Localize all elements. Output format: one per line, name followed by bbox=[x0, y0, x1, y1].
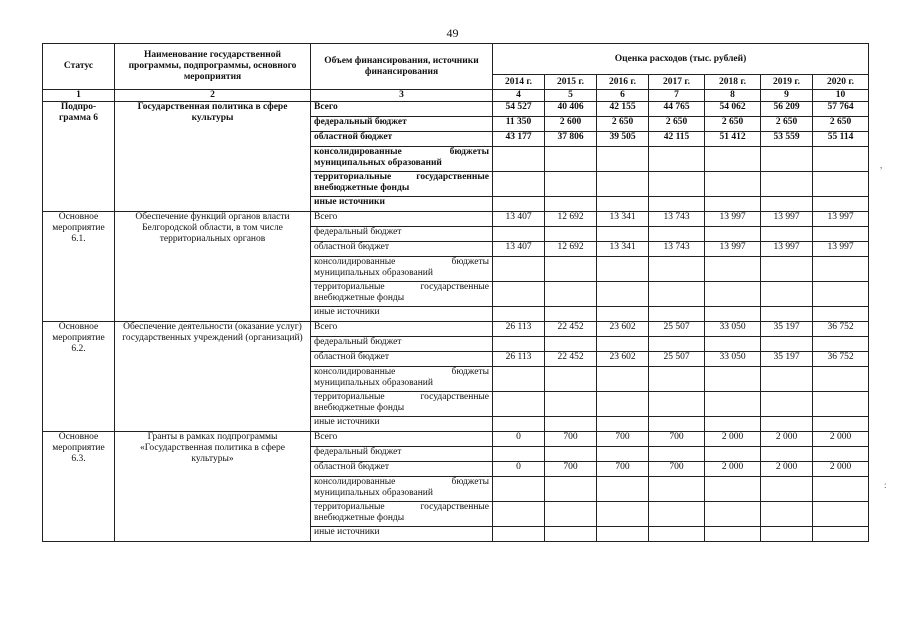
value-cell bbox=[649, 257, 705, 282]
value-cell: 700 bbox=[545, 462, 597, 477]
value-cell bbox=[813, 227, 869, 242]
funding-source: областной бюджет bbox=[311, 242, 493, 257]
value-cell bbox=[545, 307, 597, 322]
value-cell: 25 507 bbox=[649, 352, 705, 367]
value-cell bbox=[597, 502, 649, 527]
value-cell: 53 559 bbox=[761, 132, 813, 147]
value-cell bbox=[813, 447, 869, 462]
value-cell bbox=[761, 417, 813, 432]
value-cell bbox=[649, 227, 705, 242]
value-cell bbox=[761, 227, 813, 242]
value-cell bbox=[761, 337, 813, 352]
funding-source: областной бюджет bbox=[311, 352, 493, 367]
value-cell: 54 062 bbox=[705, 102, 761, 117]
value-cell: 54 527 bbox=[493, 102, 545, 117]
value-cell: 42 155 bbox=[597, 102, 649, 117]
value-cell: 13 407 bbox=[493, 212, 545, 227]
value-cell: 56 209 bbox=[761, 102, 813, 117]
funding-source: консолидированные бюджеты муниципальных образований bbox=[311, 367, 493, 392]
value-cell bbox=[493, 282, 545, 307]
value-cell bbox=[597, 257, 649, 282]
row-program-name: Обеспечение функций органов власти Белгородской области, в том числе территориальных органов bbox=[115, 212, 311, 322]
value-cell bbox=[545, 197, 597, 212]
value-cell: 22 452 bbox=[545, 322, 597, 337]
value-cell bbox=[649, 367, 705, 392]
column-number: 6 bbox=[597, 90, 649, 102]
value-cell bbox=[761, 502, 813, 527]
value-cell bbox=[705, 197, 761, 212]
value-cell: 0 bbox=[493, 432, 545, 447]
value-cell bbox=[813, 367, 869, 392]
value-cell bbox=[813, 477, 869, 502]
value-cell: 700 bbox=[545, 432, 597, 447]
value-cell bbox=[813, 502, 869, 527]
value-cell bbox=[813, 197, 869, 212]
funding-source: областной бюджет bbox=[311, 462, 493, 477]
value-cell: 23 602 bbox=[597, 322, 649, 337]
value-cell: 13 341 bbox=[597, 212, 649, 227]
funding-source: федеральный бюджет bbox=[311, 117, 493, 132]
value-cell bbox=[493, 257, 545, 282]
row-program-name: Государственная политика в сфере культуры bbox=[115, 102, 311, 212]
value-cell bbox=[649, 282, 705, 307]
value-cell bbox=[705, 307, 761, 322]
value-cell bbox=[761, 172, 813, 197]
value-cell bbox=[813, 147, 869, 172]
header-year: 2016 г. bbox=[597, 75, 649, 90]
value-cell bbox=[545, 367, 597, 392]
value-cell bbox=[813, 307, 869, 322]
value-cell: 2 650 bbox=[705, 117, 761, 132]
value-cell bbox=[597, 337, 649, 352]
value-cell: 55 114 bbox=[813, 132, 869, 147]
table-row bbox=[43, 432, 869, 447]
scan-mark: : bbox=[884, 480, 887, 490]
value-cell: 13 743 bbox=[649, 242, 705, 257]
column-number: 8 bbox=[705, 90, 761, 102]
value-cell bbox=[545, 502, 597, 527]
funding-source: консолидированные бюджеты муниципальных образований bbox=[311, 477, 493, 502]
page-number: 49 bbox=[446, 26, 459, 40]
value-cell bbox=[545, 282, 597, 307]
value-cell: 37 806 bbox=[545, 132, 597, 147]
value-cell bbox=[493, 477, 545, 502]
value-cell: 2 000 bbox=[705, 462, 761, 477]
funding-source: Всего bbox=[311, 212, 493, 227]
value-cell bbox=[493, 447, 545, 462]
value-cell bbox=[493, 197, 545, 212]
value-cell: 13 407 bbox=[493, 242, 545, 257]
value-cell: 2 000 bbox=[813, 462, 869, 477]
value-cell bbox=[597, 367, 649, 392]
value-cell bbox=[813, 392, 869, 417]
value-cell: 13 997 bbox=[813, 212, 869, 227]
table-row bbox=[43, 212, 869, 227]
value-cell bbox=[545, 477, 597, 502]
funding-source: Всего bbox=[311, 102, 493, 117]
value-cell bbox=[597, 282, 649, 307]
row-program-name: Гранты в рамках подпрограммы «Государственная политика в сфере культуры» bbox=[115, 432, 311, 542]
value-cell: 700 bbox=[597, 462, 649, 477]
header-year: 2015 г. bbox=[545, 75, 597, 90]
value-cell: 2 650 bbox=[649, 117, 705, 132]
value-cell bbox=[705, 337, 761, 352]
header-year: 2018 г. bbox=[705, 75, 761, 90]
value-cell bbox=[813, 337, 869, 352]
value-cell bbox=[649, 197, 705, 212]
value-cell bbox=[761, 392, 813, 417]
value-cell bbox=[649, 337, 705, 352]
value-cell bbox=[545, 257, 597, 282]
value-cell bbox=[761, 307, 813, 322]
value-cell: 13 743 bbox=[649, 212, 705, 227]
funding-source: федеральный бюджет bbox=[311, 337, 493, 352]
column-number: 1 bbox=[43, 90, 115, 102]
value-cell: 44 765 bbox=[649, 102, 705, 117]
funding-source: территориальные государственные внебюджетные фонды bbox=[311, 502, 493, 527]
row-status: Подпро-грамма 6 bbox=[43, 102, 115, 212]
value-cell: 57 764 bbox=[813, 102, 869, 117]
column-number: 7 bbox=[649, 90, 705, 102]
value-cell: 700 bbox=[597, 432, 649, 447]
value-cell bbox=[813, 172, 869, 197]
value-cell: 2 650 bbox=[813, 117, 869, 132]
value-cell: 2 600 bbox=[545, 117, 597, 132]
value-cell bbox=[493, 417, 545, 432]
value-cell bbox=[545, 337, 597, 352]
funding-source: территориальные государственные внебюджетные фонды bbox=[311, 282, 493, 307]
value-cell bbox=[597, 477, 649, 502]
value-cell: 2 000 bbox=[761, 462, 813, 477]
value-cell bbox=[597, 417, 649, 432]
value-cell: 2 000 bbox=[705, 432, 761, 447]
row-status: Основное мероприятие 6.3. bbox=[43, 432, 115, 542]
value-cell bbox=[813, 257, 869, 282]
value-cell: 25 507 bbox=[649, 322, 705, 337]
row-program-name: Обеспечение деятельности (оказание услуг) государственных учреждений (организаций) bbox=[115, 322, 311, 432]
value-cell bbox=[649, 477, 705, 502]
header-status: Статус bbox=[43, 44, 115, 90]
value-cell bbox=[705, 392, 761, 417]
value-cell bbox=[545, 227, 597, 242]
value-cell: 13 997 bbox=[705, 212, 761, 227]
value-cell bbox=[761, 282, 813, 307]
value-cell bbox=[493, 227, 545, 242]
column-number: 5 bbox=[545, 90, 597, 102]
value-cell bbox=[705, 282, 761, 307]
funding-source: иные источники bbox=[311, 527, 493, 542]
value-cell: 51 412 bbox=[705, 132, 761, 147]
value-cell bbox=[493, 392, 545, 417]
funding-source: Всего bbox=[311, 432, 493, 447]
column-number: 9 bbox=[761, 90, 813, 102]
header-year: 2019 г. bbox=[761, 75, 813, 90]
value-cell: 23 602 bbox=[597, 352, 649, 367]
value-cell: 0 bbox=[493, 462, 545, 477]
value-cell bbox=[813, 417, 869, 432]
value-cell bbox=[493, 147, 545, 172]
value-cell: 33 050 bbox=[705, 352, 761, 367]
header-year: 2017 г. bbox=[649, 75, 705, 90]
scan-mark: , bbox=[880, 160, 883, 170]
value-cell bbox=[761, 447, 813, 462]
column-number: 4 bbox=[493, 90, 545, 102]
value-cell bbox=[761, 477, 813, 502]
value-cell bbox=[705, 447, 761, 462]
value-cell: 2 000 bbox=[813, 432, 869, 447]
value-cell bbox=[597, 392, 649, 417]
row-status: Основное мероприятие 6.2. bbox=[43, 322, 115, 432]
value-cell: 12 692 bbox=[545, 242, 597, 257]
column-number: 3 bbox=[311, 90, 493, 102]
value-cell bbox=[597, 527, 649, 542]
value-cell: 2 650 bbox=[597, 117, 649, 132]
value-cell bbox=[597, 172, 649, 197]
value-cell bbox=[705, 502, 761, 527]
value-cell bbox=[545, 417, 597, 432]
value-cell: 22 452 bbox=[545, 352, 597, 367]
value-cell bbox=[705, 257, 761, 282]
value-cell bbox=[761, 257, 813, 282]
value-cell: 700 bbox=[649, 462, 705, 477]
value-cell bbox=[493, 502, 545, 527]
value-cell bbox=[705, 227, 761, 242]
value-cell bbox=[493, 337, 545, 352]
value-cell bbox=[705, 367, 761, 392]
value-cell bbox=[493, 307, 545, 322]
value-cell: 36 752 bbox=[813, 322, 869, 337]
value-cell bbox=[761, 367, 813, 392]
value-cell bbox=[545, 527, 597, 542]
header-name: Наименование государственной программы, подпрограммы, основного мероприятия bbox=[115, 44, 311, 90]
value-cell bbox=[597, 227, 649, 242]
value-cell bbox=[597, 147, 649, 172]
funding-source: иные источники bbox=[311, 417, 493, 432]
value-cell bbox=[761, 197, 813, 212]
value-cell bbox=[705, 477, 761, 502]
value-cell bbox=[649, 447, 705, 462]
row-status: Основное мероприятие 6.1. bbox=[43, 212, 115, 322]
funding-source: федеральный бюджет bbox=[311, 447, 493, 462]
column-number: 2 bbox=[115, 90, 311, 102]
value-cell bbox=[545, 172, 597, 197]
value-cell: 700 bbox=[649, 432, 705, 447]
value-cell: 33 050 bbox=[705, 322, 761, 337]
value-cell: 42 115 bbox=[649, 132, 705, 147]
table-row bbox=[43, 322, 869, 337]
value-cell bbox=[705, 417, 761, 432]
value-cell bbox=[761, 147, 813, 172]
value-cell: 35 197 bbox=[761, 352, 813, 367]
value-cell bbox=[649, 147, 705, 172]
value-cell bbox=[813, 282, 869, 307]
value-cell: 13 997 bbox=[761, 242, 813, 257]
header-year: 2014 г. bbox=[493, 75, 545, 90]
value-cell bbox=[545, 147, 597, 172]
value-cell bbox=[649, 392, 705, 417]
value-cell: 11 350 bbox=[493, 117, 545, 132]
funding-source: федеральный бюджет bbox=[311, 227, 493, 242]
value-cell bbox=[597, 197, 649, 212]
value-cell bbox=[493, 172, 545, 197]
value-cell bbox=[493, 527, 545, 542]
value-cell bbox=[545, 392, 597, 417]
value-cell bbox=[705, 527, 761, 542]
value-cell: 12 692 bbox=[545, 212, 597, 227]
value-cell bbox=[545, 447, 597, 462]
table-row bbox=[43, 102, 869, 117]
budget-table bbox=[42, 43, 869, 542]
value-cell bbox=[649, 307, 705, 322]
header-funding: Объем финансирования, источники финансирования bbox=[311, 44, 493, 90]
value-cell bbox=[761, 527, 813, 542]
funding-source: консолидированные бюджеты муниципальных образований bbox=[311, 257, 493, 282]
funding-source: территориальные государственные внебюджетные фонды bbox=[311, 172, 493, 197]
funding-source: территориальные государственные внебюджетные фонды bbox=[311, 392, 493, 417]
funding-source: иные источники bbox=[311, 197, 493, 212]
value-cell bbox=[493, 367, 545, 392]
value-cell: 26 113 bbox=[493, 352, 545, 367]
header-estimate: Оценка расходов (тыс. рублей) bbox=[493, 44, 869, 75]
value-cell: 2 000 bbox=[761, 432, 813, 447]
value-cell bbox=[705, 147, 761, 172]
value-cell bbox=[813, 527, 869, 542]
value-cell: 26 113 bbox=[493, 322, 545, 337]
value-cell: 40 406 bbox=[545, 102, 597, 117]
value-cell bbox=[649, 527, 705, 542]
value-cell bbox=[649, 417, 705, 432]
value-cell: 2 650 bbox=[761, 117, 813, 132]
value-cell bbox=[597, 307, 649, 322]
value-cell bbox=[649, 172, 705, 197]
funding-source: областной бюджет bbox=[311, 132, 493, 147]
funding-source: Всего bbox=[311, 322, 493, 337]
value-cell bbox=[649, 502, 705, 527]
funding-source: иные источники bbox=[311, 307, 493, 322]
value-cell: 43 177 bbox=[493, 132, 545, 147]
value-cell: 39 505 bbox=[597, 132, 649, 147]
value-cell bbox=[597, 447, 649, 462]
value-cell bbox=[705, 172, 761, 197]
value-cell: 13 341 bbox=[597, 242, 649, 257]
value-cell: 36 752 bbox=[813, 352, 869, 367]
value-cell: 13 997 bbox=[761, 212, 813, 227]
value-cell: 13 997 bbox=[813, 242, 869, 257]
column-number: 10 bbox=[813, 90, 869, 102]
value-cell: 13 997 bbox=[705, 242, 761, 257]
value-cell: 35 197 bbox=[761, 322, 813, 337]
header-year: 2020 г. bbox=[813, 75, 869, 90]
funding-source: консолидированные бюджеты муниципальных образований bbox=[311, 147, 493, 172]
